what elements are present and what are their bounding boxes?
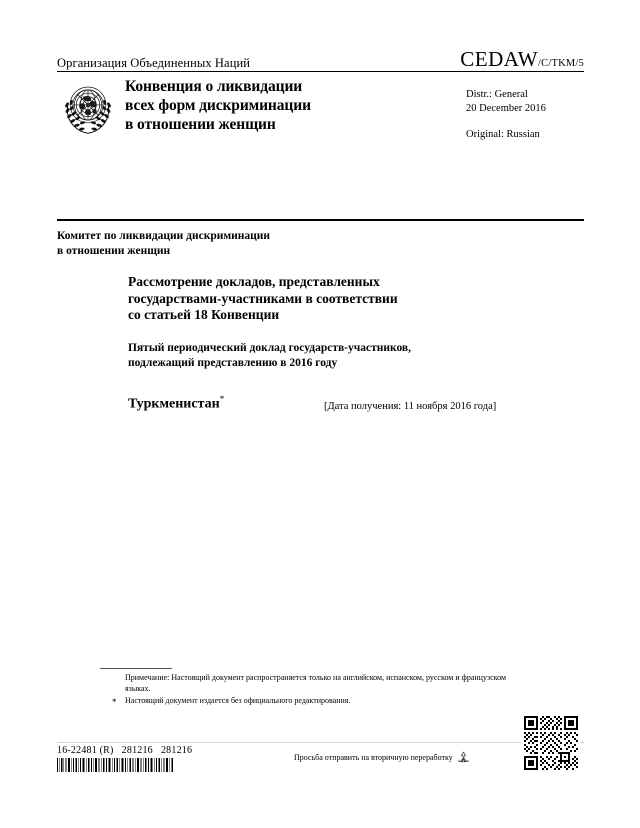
footnote-note xyxy=(110,673,530,694)
country-footnote-marker: * xyxy=(219,393,225,404)
report-title-line-1: Рассмотрение докладов, представленных xyxy=(128,274,380,289)
job-number-code: 16-22481 (R) xyxy=(57,745,114,756)
masthead-row xyxy=(57,47,584,71)
country-label: Туркменистан xyxy=(128,396,220,412)
job-number xyxy=(57,744,192,757)
convention-title-line-2: всех форм дискриминации xyxy=(125,97,311,114)
distribution-type: Distr.: General xyxy=(466,89,528,100)
report-title-line-2: государствами-участниками в соответствии xyxy=(128,290,398,306)
committee-name xyxy=(57,229,477,259)
committee-line-1: Комитет по ликвидации дискриминации xyxy=(57,230,271,242)
footnote-separator xyxy=(100,668,172,669)
committee-line-2: в отношении женщин xyxy=(57,245,171,257)
symbol-main: CEDAW xyxy=(460,47,539,71)
recycle-icon xyxy=(456,750,471,765)
organization-name: Организация Объединенных Наций xyxy=(57,56,251,70)
page-title xyxy=(128,274,428,324)
footnote-star-marker: * xyxy=(112,697,117,707)
distribution-spacer xyxy=(466,116,546,128)
footnotes xyxy=(110,673,530,709)
job-date-code-1: 281216 xyxy=(121,745,153,756)
distribution-block xyxy=(466,88,546,142)
section-divider xyxy=(57,219,584,221)
date-received: [Дата получения: 11 ноября 2016 года] xyxy=(324,401,497,412)
report-title-area xyxy=(128,274,548,413)
report-subtitle-line-1: Пятый периодический доклад государств-участников, xyxy=(128,341,412,354)
convention-block xyxy=(57,77,584,140)
document-symbol xyxy=(460,49,584,70)
footnote-star-text: Настоящий документ издается без официального редактирования. xyxy=(125,696,351,705)
barcode xyxy=(57,758,175,772)
footnote-note-text: Примечание: Настоящий документ распространяется только на английском, испанском, русском и французском языках. xyxy=(125,673,507,693)
footer-divider xyxy=(57,742,584,743)
convention-title-line-1: Конвенция о ликвидации xyxy=(125,78,303,95)
original-language: Original: Russian xyxy=(466,129,540,140)
report-subtitle-line-2: подлежащий представлению в 2016 году xyxy=(128,356,338,369)
symbol-suffix: /C/TKM/5 xyxy=(538,58,584,69)
footnote-star xyxy=(110,696,530,707)
un-emblem-icon xyxy=(57,79,119,137)
masthead-divider xyxy=(57,71,584,72)
recycle-notice xyxy=(294,750,471,765)
masthead xyxy=(57,47,584,71)
recycle-text: Просьба отправить на вторичную переработку xyxy=(294,753,453,762)
job-date-code-2: 281216 xyxy=(160,745,193,756)
convention-title-line-3: в отношении женщин xyxy=(125,116,276,133)
qr-code xyxy=(518,714,584,772)
convention-title xyxy=(125,77,375,134)
distribution-date: 20 December 2016 xyxy=(466,103,546,114)
report-subtitle xyxy=(128,341,428,371)
report-title-line-3: со статьей 18 Конвенции xyxy=(128,307,280,322)
